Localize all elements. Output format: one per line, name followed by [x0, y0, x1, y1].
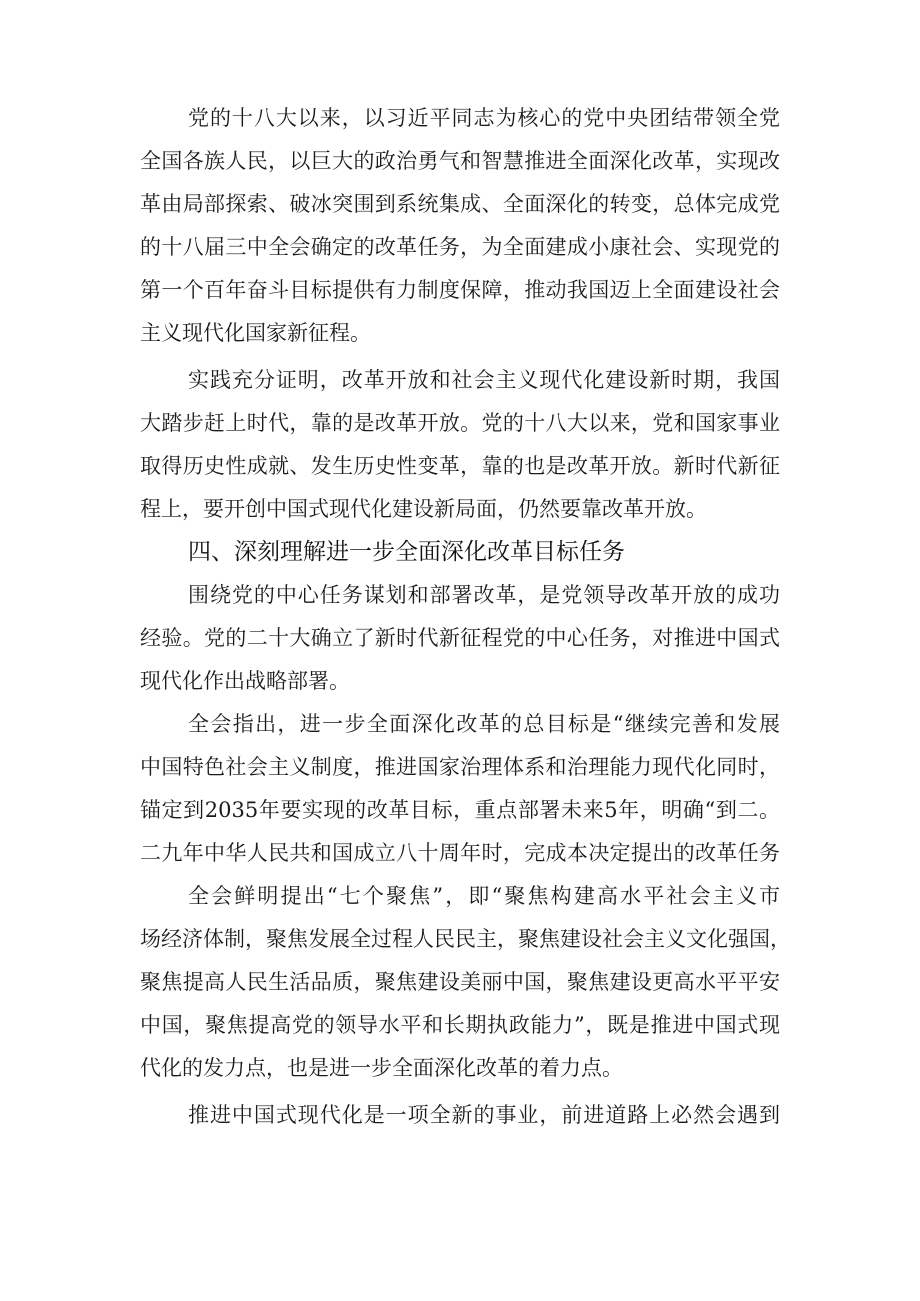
- paragraph-4-line-4: 二九年中华人民共和国成立八十周年时，完成本决定提出的改革任务: [140, 841, 780, 865]
- paragraph-4-line-2: 中国特色社会主义制度，推进国家治理体系和治理能力现代化同时，: [140, 755, 780, 779]
- paragraph-4-line-3: 锚定到2035年要实现的改革目标，重点部署未来5年，明确“到二。: [140, 798, 780, 822]
- paragraph-3-line-2: 经验。党的二十大确立了新时代新征程党的中心任务，对推进中国式: [140, 626, 780, 650]
- paragraph-1-line-2: 全国各族人民，以巨大的政治勇气和智慧推进全面深化改革，实现改: [140, 149, 780, 173]
- paragraph-5-line-3: 聚焦提高人民生活品质，聚焦建设美丽中国，聚焦建设更高水平平安: [140, 970, 780, 994]
- paragraph-5-line-4: 中国，聚焦提高党的领导水平和长期执政能力”，既是推进中国式现: [140, 1013, 780, 1037]
- paragraph-2-line-4: 程上，要开创中国式现代化建设新局面，仍然要靠改革开放。: [140, 497, 707, 521]
- paragraph-2-line-1: 实践充分证明，改革开放和社会主义现代化建设新时期，我国: [188, 368, 780, 392]
- paragraph-4-line-1: 全会指出，进一步全面深化改革的总目标是“继续完善和发展: [188, 712, 780, 736]
- paragraph-2-line-3: 取得历史性成就、发生历史性变革，靠的也是改革开放。新时代新征: [140, 454, 780, 478]
- section-heading-4: 四、深刻理解进一步全面深化改革目标任务: [188, 539, 625, 565]
- paragraph-5-line-5: 代化的发力点，也是进一步全面深化改革的着力点。: [140, 1056, 623, 1080]
- paragraph-3-line-1: 围绕党的中心任务谋划和部署改革，是党领导改革开放的成功: [188, 583, 780, 607]
- paragraph-1-line-6: 主义现代化国家新征程。: [140, 321, 371, 345]
- paragraph-3-line-3: 现代化作出战略部署。: [140, 669, 350, 693]
- paragraph-1-line-3: 革由局部探索、破冰突围到系统集成、全面深化的转变，总体完成党: [140, 192, 780, 216]
- paragraph-5-line-1: 全会鲜明提出“七个聚焦”，即“聚焦构建高水平社会主义市: [188, 884, 780, 908]
- paragraph-6-line-1: 推进中国式现代化是一项全新的事业，前进道路上必然会遇到: [188, 1103, 780, 1127]
- paragraph-5-line-2: 场经济体制，聚焦发展全过程人民民主，聚焦建设社会主义文化强国，: [140, 927, 791, 951]
- paragraph-1-line-4: 的十八届三中全会确定的改革任务，为全面建成小康社会、实现党的: [140, 235, 780, 259]
- paragraph-1-line-5: 第一个百年奋斗目标提供有力制度保障，推动我国迈上全面建设社会: [140, 278, 780, 302]
- paragraph-1-line-1: 党的十八大以来，以习近平同志为核心的党中央团结带领全党: [188, 106, 780, 130]
- paragraph-2-line-2: 大踏步赶上时代，靠的是改革开放。党的十八大以来，党和国家事业: [140, 411, 780, 435]
